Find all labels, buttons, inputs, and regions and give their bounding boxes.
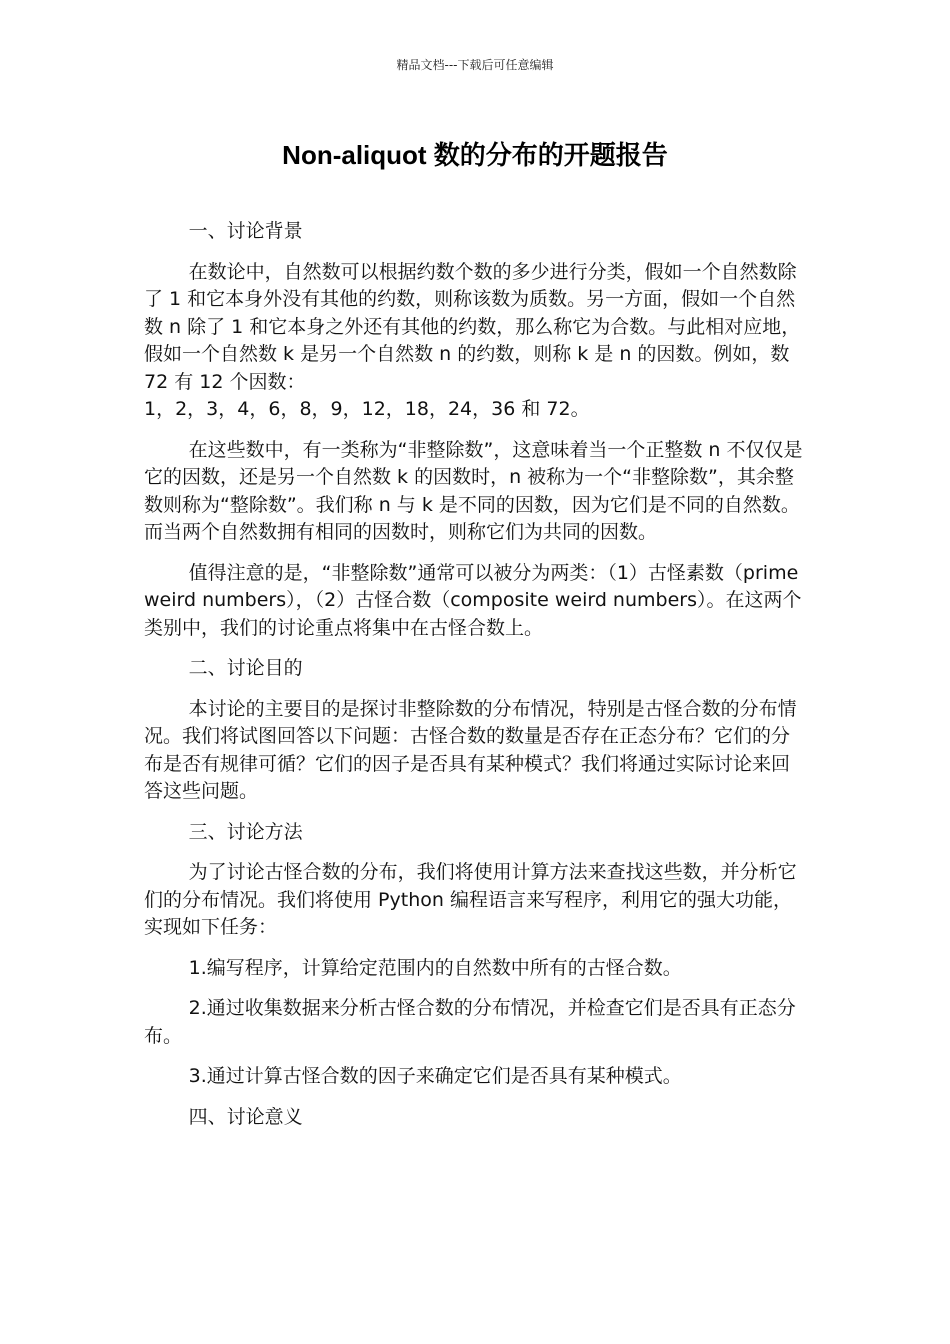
method-item-3: 3.通过计算古怪合数的因子来确定它们是否具有某种模式。	[188, 1065, 682, 1087]
page-header: 精品文档---下载后可任意编辑	[396, 58, 554, 72]
factor-list: 1，2，3，4，6，8，9，12，18，24，36 和 72。	[144, 398, 590, 420]
paragraph-background-1: 在数论中，自然数可以根据约数个数的多少进行分类，假如一个自然数除了 1 和它本身外没有其他的约数，则称该数为质数。另一方面，假如一个自然数 n 除了 1 和它本身之外还有其他的约数，那么称它为合数。与此相对应地，假如一个自然数 k 是另一个自然数 n 的约数，则称 k 是 n 的因数。例如，数 72 有 12 个因数：	[144, 260, 801, 393]
document-body	[144, 218, 808, 1144]
section-heading-significance: 四、讨论意义	[188, 1105, 303, 1128]
paragraph-background-2: 在这些数中，有一类称为“非整除数”，这意味着当一个正整数 n 不仅仅是它的因数，还是另一个自然数 k 的因数时，n 被称为一个“非整除数”，其余整数则称为“整除数”。我们称 n 与 k 是不同的因数，因为它们是不同的自然数。而当两个自然数拥有相同的因数时，则称它们为共同的因数。	[144, 438, 803, 543]
section-heading-method: 三、讨论方法	[188, 820, 303, 843]
document-title: Non-aliquot 数的分布的开题报告	[282, 140, 668, 170]
paragraph-method: 为了讨论古怪合数的分布，我们将使用计算方法来查找这些数，并分析它们的分布情况。我们将使用 Python 编程语言来写程序，利用它的强大功能，实现如下任务：	[144, 861, 797, 938]
section-heading-background: 一、讨论背景	[188, 220, 303, 242]
method-item-1: 1.编写程序，计算给定范围内的自然数中所有的古怪合数。	[188, 956, 682, 979]
paragraph-background-3: 值得注意的是，“非整除数”通常可以被分为两类：（1）古怪素数（prime weird numbers），（2）古怪合数（composite weird numbers）。在这两个类别中，我们的讨论重点将集中在古怪合数上。	[144, 561, 802, 639]
paragraph-purpose: 本讨论的主要目的是探讨非整除数的分布情况，特别是古怪合数的分布情况。我们将试图回答以下问题：古怪合数的数量是否存在正态分布？它们的分布是否有规律可循？它们的因子是否具有某种模式？我们将通过实际讨论来回答这些问题。	[144, 697, 797, 802]
method-item-2: 2.通过收集数据来分析古怪合数的分布情况，并检查它们是否具有正态分布。	[144, 997, 796, 1047]
section-heading-purpose: 二、讨论目的	[188, 657, 303, 679]
